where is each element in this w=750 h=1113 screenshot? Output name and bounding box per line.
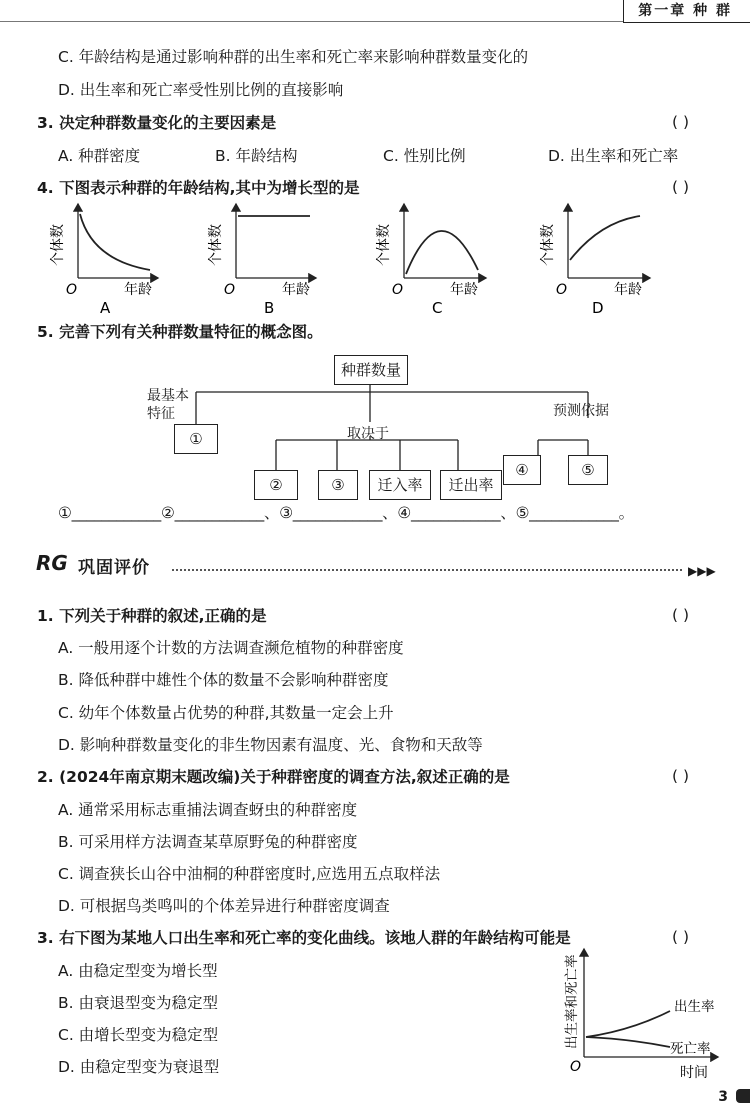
birth-rate-label: 出生率 [674,999,715,1015]
graph-d-origin: O [556,282,568,298]
e2-option-d: D. 可根据鸟类鸣叫的个体差异进行种群密度调查 [58,897,390,915]
concept-box-3: ③ [318,470,358,500]
e3-ylabel: 出生率和死亡率 [564,954,580,1049]
concept-box-immigration: 迁入率 [369,470,431,500]
q3-option-b: B. 年龄结构 [215,147,298,165]
e3-option-b: B. 由衰退型变为稳定型 [58,994,218,1012]
e3-option-c: C. 由增长型变为稳定型 [58,1026,219,1044]
q3-stem: 3. 决定种群数量变化的主要因素是 [37,114,277,132]
graph-d-curve [570,216,640,260]
graph-c-label: C [432,299,443,315]
graph-a-xlabel: 年龄 [124,282,152,298]
concept-box-1: ① [174,424,218,454]
graph-b-label: B [264,299,275,315]
section-icon: RG [36,551,68,575]
graph-a-label: A [100,299,111,315]
graph-c [375,204,486,315]
section-title: 巩固评价 [78,558,150,578]
section-arrows: ▶▶▶ [688,564,716,578]
e1-option-d: D. 影响种群数量变化的非生物因素有温度、光、食物和天敌等 [58,736,483,754]
death-rate-curve [586,1037,670,1047]
q4-age-structure-graphs [40,200,680,315]
page-number: 3 [718,1089,728,1105]
e2-stem: 2. (2024年南京期末题改编)关于种群密度的调查方法,叙述正确的是 [37,768,510,786]
graph-a [49,204,158,315]
e3-origin: O [570,1059,582,1075]
option-c-prev: C. 年龄结构是通过影响种群的出生率和死亡率来影响种群数量变化的 [58,48,529,66]
graph-c-origin: O [392,282,404,298]
q5-answer-line[interactable]: ①____________②____________、③____________、④____________、⑤____________。 [58,504,634,522]
q5-stem: 5. 完善下列有关种群数量特征的概念图。 [37,323,323,341]
graph-b [207,204,316,315]
graph-c-curve [406,231,478,274]
graph-b-origin: O [224,282,236,298]
e1-answer-paren[interactable]: ( ) [672,606,690,624]
page-edge-tab [736,1089,750,1103]
e3-answer-paren[interactable]: ( ) [672,928,690,946]
concept-root-box: 种群数量 [334,355,408,385]
e1-stem: 1. 下列关于种群的叙述,正确的是 [37,607,267,625]
concept-box-4: ④ [503,455,541,485]
concept-box-5: ⑤ [568,455,608,485]
e1-option-c: C. 幼年个体数量占优势的种群,其数量一定会上升 [58,704,394,722]
e3-option-d: D. 由稳定型变为衰退型 [58,1058,220,1076]
q4-answer-paren[interactable]: ( ) [672,178,690,196]
e3-birth-death-graph [540,945,730,1080]
graph-a-ylabel: 个体数 [50,224,66,266]
option-d-prev: D. 出生率和死亡率受性别比例的直接影响 [58,81,344,99]
graph-c-xlabel: 年龄 [450,282,478,298]
chapter-title: 第一章 种 群 [623,0,750,23]
e2-option-c: C. 调查狭长山谷中油桐的种群密度时,应选用五点取样法 [58,865,441,883]
e1-option-b: B. 降低种群中雄性个体的数量不会影响种群密度 [58,671,389,689]
e1-option-a: A. 一般用逐个计数的方法调查濒危植物的种群密度 [58,639,404,657]
q4-stem: 4. 下图表示种群的年龄结构,其中为增长型的是 [37,179,360,197]
graph-d [539,204,650,315]
section-divider [172,569,682,571]
graph-b-ylabel: 个体数 [208,224,224,266]
graph-d-label: D [592,299,604,315]
death-rate-label: 死亡率 [670,1041,711,1057]
graph-a-curve [80,214,150,270]
graph-a-origin: O [66,282,78,298]
basic-feature-label-2: 特征 [147,406,175,422]
e3-xlabel: 时间 [680,1065,708,1080]
q3-option-d: D. 出生率和死亡率 [548,147,679,165]
q3-option-c: C. 性别比例 [383,147,466,165]
predict-basis-label: 预测依据 [553,403,609,419]
concept-box-emigration: 迁出率 [440,470,502,500]
graph-c-ylabel: 个体数 [376,224,392,266]
q3-option-a: A. 种群密度 [58,147,141,165]
graph-b-xlabel: 年龄 [282,282,310,298]
e2-option-a: A. 通常采用标志重捕法调查蚜虫的种群密度 [58,801,358,819]
birth-rate-curve [586,1011,670,1037]
q3-answer-paren[interactable]: ( ) [672,113,690,131]
e3-stem: 3. 右下图为某地人口出生率和死亡率的变化曲线。该地人群的年龄结构可能是 [37,929,571,947]
basic-feature-label-1: 最基本 [147,388,189,404]
e3-option-a: A. 由稳定型变为增长型 [58,962,218,980]
e2-answer-paren[interactable]: ( ) [672,767,690,785]
e2-option-b: B. 可采用样方法调查某草原野兔的种群密度 [58,833,358,851]
decides-label: 取决于 [347,426,389,442]
concept-box-2: ② [254,470,298,500]
graph-d-xlabel: 年龄 [614,282,642,298]
graph-d-ylabel: 个体数 [540,224,556,266]
